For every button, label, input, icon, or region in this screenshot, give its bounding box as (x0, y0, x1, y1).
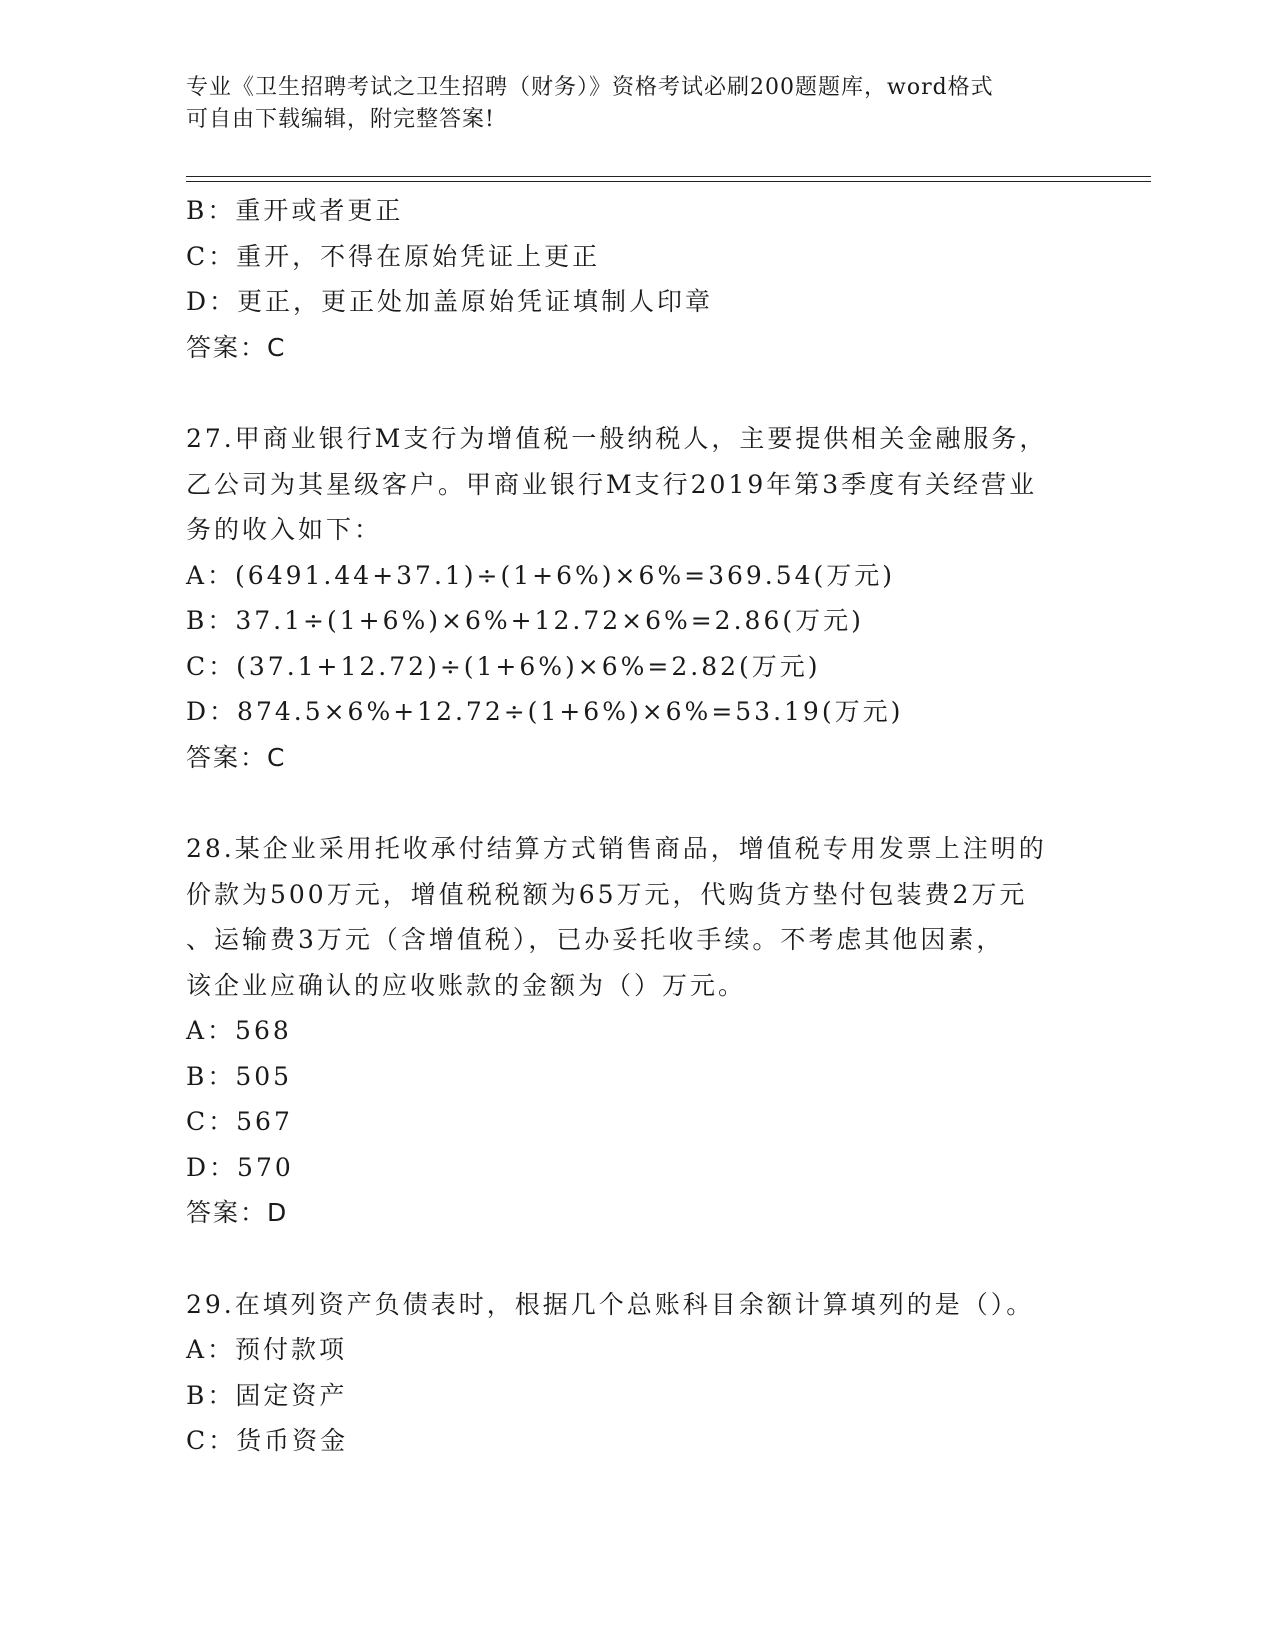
answer-line: 答案：C (186, 332, 287, 362)
option-d: D：更正，更正处加盖原始凭证填制人印章 (186, 287, 714, 316)
question-stem-line: 28.某企业采用托收承付结算方式销售商品，增值税专用发票上注明的 (186, 834, 1047, 863)
answer-line: 答案：D (186, 1198, 289, 1227)
option-c: C：(37.1+12.72)÷(1+6%)×6%=2.82(万元) (186, 651, 821, 681)
option-c: C：货币资金 (186, 1426, 349, 1455)
question-26-block (186, 188, 1086, 370)
question-gap (186, 370, 1086, 416)
question-gap (186, 780, 1086, 826)
question-stem-line: 、运输费3万元（含增值税），已办妥托收手续。不考虑其他因素， (186, 925, 1005, 954)
option-b: B：505 (186, 1061, 293, 1091)
option-c: C：重开，不得在原始凭证上更正 (186, 241, 601, 271)
question-stem-line: 27.甲商业银行M支行为增值税一般纳税人，主要提供相关金融服务， (186, 424, 1048, 453)
question-gap (186, 1236, 1086, 1282)
option-b: B：重开或者更正 (186, 196, 404, 225)
option-d: D：874.5×6%+12.72÷(1+6%)×6%=53.19(万元) (186, 697, 904, 726)
option-b: B：固定资产 (186, 1380, 348, 1410)
header-rule-bottom (186, 181, 1151, 182)
question-list (186, 188, 1086, 1464)
question-stem-line: 价款为500万元，增值税税额为65万元，代购货方垫付包装费2万元 (186, 879, 1028, 909)
question-27-block (186, 416, 1086, 780)
option-a: A：568 (186, 1016, 292, 1045)
header-line-1: 专业《卫生招聘考试之卫生招聘（财务）》资格考试必刷200题题库，word格式 (186, 75, 994, 100)
header-line-2: 可自由下载编辑，附完整答案! (186, 107, 495, 132)
option-a: A：(6491.44+37.1)÷(1+6%)×6%=369.54(万元) (186, 560, 896, 590)
option-d: D：570 (186, 1152, 294, 1182)
option-b: B：37.1÷(1+6%)×6%+12.72×6%=2.86(万元) (186, 606, 864, 635)
header-rule-top (186, 176, 1151, 177)
answer-line: 答案：C (186, 742, 287, 772)
question-28-block (186, 826, 1086, 1236)
question-stem-line: 乙公司为其星级客户。甲商业银行M支行2019年第3季度有关经营业 (186, 469, 1038, 499)
option-a: A：预付款项 (186, 1335, 348, 1364)
document-header (186, 72, 1066, 136)
option-c: C：567 (186, 1107, 293, 1136)
question-stem-line: 29.在填列资产负债表时，根据几个总账科目余额计算填列的是（）。 (186, 1289, 1035, 1319)
question-29-block (186, 1282, 1086, 1464)
question-stem-line: 该企业应确认的应收账款的金额为（）万元。 (186, 970, 747, 1000)
question-stem-line: 务的收入如下： (186, 515, 383, 544)
